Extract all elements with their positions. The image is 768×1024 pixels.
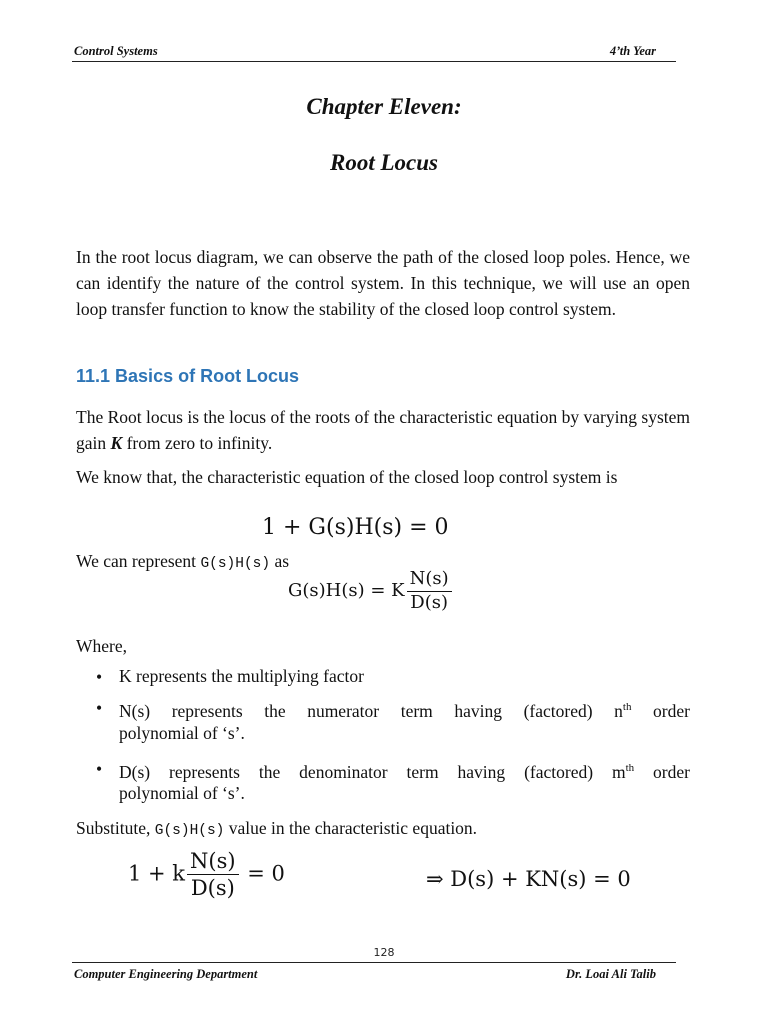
where-label: Where, [76, 636, 128, 656]
substituted-equation: 1 + k $\frac{N(s)}{D(s)}$ = 0 [128, 849, 285, 901]
definition-paragraph: The Root locus is the locus of the roots of the characteristic equation by varying system gain K from zero to infinity. [76, 407, 690, 453]
characteristic-equation: 1 + G(s)H(s) = 0 [262, 515, 449, 540]
chapter-number: Chapter Eleven: [306, 94, 462, 119]
chapter-title: Root Locus [330, 150, 438, 175]
substitute-paragraph: Substitute, G(s)H(s) value in the characteristic equation. [76, 818, 478, 839]
result-equation: ⇒ D(s) + KN(s) = 0 [426, 867, 631, 891]
inline-code: G(s)H(s) [154, 823, 225, 839]
page-header [72, 43, 676, 62]
bullet-denominator: D(s) represents the denominator term having (factored) $m^{th}$ order [119, 761, 690, 782]
characteristic-paragraph: We know that, the characteristic equation of the closed loop control system is [76, 467, 618, 487]
bullet-numerator-continued: polynomial of ‘s’. [119, 723, 245, 743]
section-heading: 11.1 Basics of Root Locus [76, 366, 300, 386]
header-year: 4’th Year [609, 44, 656, 58]
page-footer [72, 962, 676, 983]
transfer-function-equation: G(s)H(s) = K $\frac{N(s)}{D(s)}$ [288, 568, 454, 614]
bullet-marker: • [96, 759, 103, 779]
bullet-marker: • [96, 698, 103, 718]
bullet-denominator-continued: polynomial of ‘s’. [119, 783, 245, 803]
bullet-multiplying-factor: K represents the multiplying factor [119, 666, 364, 686]
bullet-numerator: N(s) represents the numerator term having (factored) $n^{th}$ order [119, 700, 690, 721]
page-number: 128 [373, 946, 395, 959]
footer-department: Computer Engineering Department [74, 967, 258, 981]
inline-code: G(s)H(s) [200, 556, 271, 572]
intro-paragraph: In the root locus diagram, we can observe the path of the closed loop poles. Hence, we can identify the nature of the control system. In this technique, we will use an open loop transfer function to know the stability of the closed loop control system. [76, 247, 690, 319]
footer-author: Dr. Loai Ali Talib [565, 967, 656, 981]
gain-symbol: K [110, 433, 123, 453]
represent-paragraph: We can represent G(s)H(s) as [76, 551, 290, 572]
header-course: Control Systems [74, 44, 158, 58]
bullet-marker: • [96, 667, 103, 687]
